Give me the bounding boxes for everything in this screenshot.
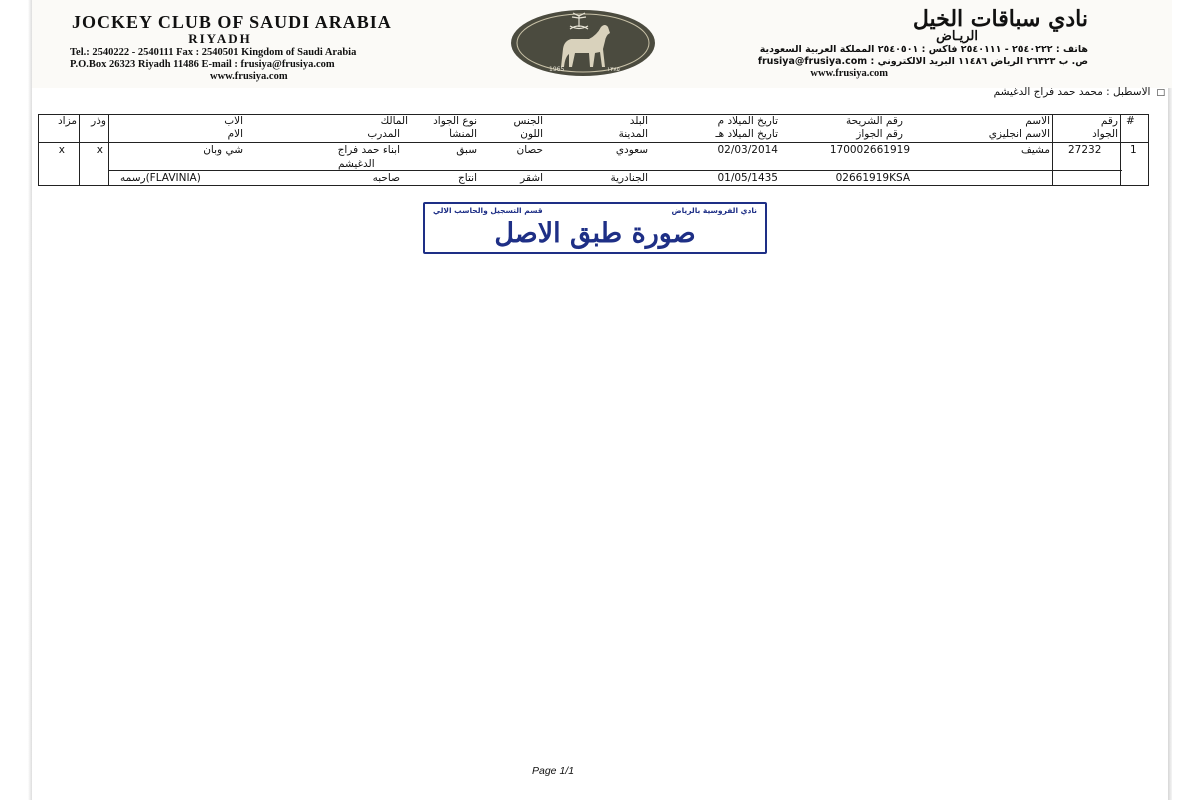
row-sire: شي وبان [203, 144, 243, 156]
row-num: 1 [1130, 144, 1137, 156]
website-english: www.frusiya.com [210, 71, 288, 82]
th-type: نوع الجواد [433, 115, 477, 127]
row-owner: صاحبه [372, 172, 400, 184]
th-passport: رقم الجواز [856, 128, 903, 140]
row-name: مشيف [1020, 144, 1050, 156]
row-chip: 170002661919 [829, 144, 910, 156]
th-color: اللون [520, 128, 543, 140]
stamp-main-text: صورة طبق الاصل [494, 218, 696, 249]
row-horse-no: 27232 [1068, 144, 1102, 156]
phone-fax-english: Tel.: 2540222 - 2540111 Fax : 2540501 Kingdom of Saudi Arabia [70, 47, 357, 58]
th-sex: الجنس [513, 115, 543, 127]
th-dob: تاريخ الميلاد م [717, 115, 778, 127]
stable-name: الاسطبل : محمد حمد فراج الدغيشم [993, 86, 1151, 98]
th-country: البلد [629, 115, 648, 127]
certified-copy-stamp [423, 202, 767, 254]
row-auction: x [58, 144, 65, 156]
th-sire: الاب [224, 115, 243, 127]
letterhead-arabic [668, 6, 1088, 79]
th-w: وذر [91, 115, 106, 127]
page-edge-left [28, 0, 32, 800]
logo-year-hijri: ١٣٨٥ [607, 66, 620, 73]
page-number: Page 1/1 [532, 765, 575, 777]
row-sex: حصان [516, 144, 543, 156]
th-chip: رقم الشريحة [845, 115, 903, 127]
th-dob-hijri: تاريخ الميلاد هـ [715, 128, 778, 140]
table-header-divider [38, 142, 1149, 143]
pobox-email-arabic: ص. ب ٢٦٣٢٣ الرياض ١١٤٨٦ البريد الالكتروني : frusiya@frusiya.com [757, 56, 1088, 67]
row-trainer-line2: الدغيشم [338, 158, 375, 170]
th-en-name: الاسم انجليزي [988, 128, 1050, 140]
th-auction: مزاد [57, 115, 77, 127]
row-w: x [96, 144, 103, 156]
th-city: المدينة [618, 128, 648, 140]
row-dam: رسمه(FLAVINIA) [120, 172, 201, 184]
th-dam: الام [227, 128, 243, 140]
stamp-header [433, 206, 757, 215]
phone-fax-arabic: هاتف : ٢٥٤٠٢٢٢ - ٢٥٤٠١١١ فاكس : ٢٥٤٠٥٠١ المملكة العربية السعودية [759, 44, 1088, 55]
row-trainer-line1: ابناء حمد فراج [337, 144, 400, 156]
page-edge-right [1168, 0, 1172, 800]
logo-year-gregorian: 1965 [549, 66, 565, 73]
row-dob-hijri: 01/05/1435 [717, 172, 778, 184]
col-divider [1052, 114, 1053, 186]
row-passport: 02661919KSA [835, 172, 910, 184]
th-origin: المنشأ [449, 128, 477, 140]
th-trainer: المدرب [367, 128, 400, 140]
stamp-department: قسم التسجيل والحاسب الالي [433, 206, 543, 215]
row-type: سبق [456, 144, 477, 156]
table-border-left [38, 114, 39, 186]
row-city: الجنادرية [610, 172, 648, 184]
table-row-divider [108, 170, 1122, 171]
th-num: # [1126, 115, 1135, 127]
pobox-email-english: P.O.Box 26323 Riyadh 11486 E-mail : frusiya@frusiya.com [70, 59, 335, 70]
checkbox-icon: □ [1156, 88, 1165, 98]
row-color: اشقر [520, 172, 543, 184]
table-border-bottom [38, 185, 1149, 186]
city-arabic: الريـاض [936, 29, 978, 44]
row-country: سعودي [615, 144, 648, 156]
row-origin: انتاج [458, 172, 477, 184]
club-logo [509, 9, 657, 76]
city-english: RIYADH [188, 31, 252, 46]
th-owner: المالك [380, 115, 408, 127]
stamp-club-name: نادي الفروسية بالرياض [671, 206, 757, 215]
website-arabic: www.frusiya.com [810, 68, 888, 79]
col-divider [1120, 114, 1121, 186]
col-divider [108, 114, 109, 186]
table-border-right [1148, 114, 1149, 186]
stable-line [994, 86, 1165, 98]
col-divider [79, 114, 80, 186]
th-horse-no-2: الجواد [1092, 128, 1118, 140]
club-name-english: JOCKEY CLUB OF SAUDI ARABIA [72, 12, 392, 32]
club-name-arabic: نادي سباقات الخيل [912, 6, 1088, 32]
th-horse-no: رقم [1100, 115, 1118, 127]
letterhead-english [70, 12, 470, 83]
horse-table [38, 114, 1149, 186]
th-name: الاسم [1025, 115, 1050, 127]
row-dob: 02/03/2014 [717, 144, 778, 156]
